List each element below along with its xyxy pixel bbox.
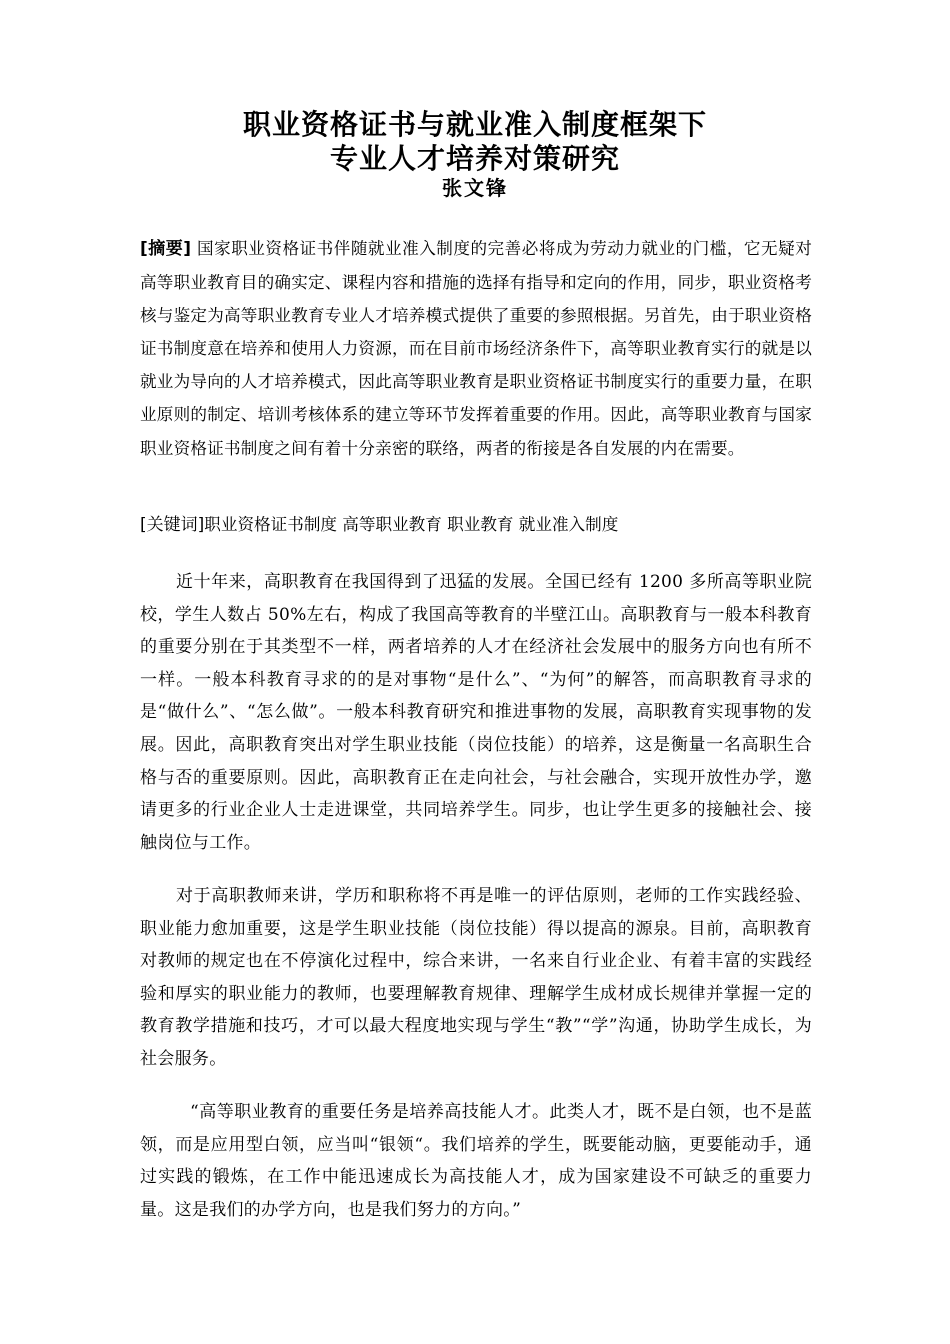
keywords-label: [关键词]: [140, 515, 205, 535]
keywords-line: [140, 509, 812, 541]
body-paragraph-1: 近十年来，高职教育在我国得到了迅猛的发展。全国已经有 1200 多所高等职业院校，学生人数占 50%左右，构成了我国高等教育的半壁江山。高职教育与一般本科教育的重要分别在于其类型不一样，两者培养的人才在经济社会发展中的服务方向也有所不一样。一般本科教育寻求的的是对事物“是什么”、“为何”的解答，而高职教育寻求的是“做什么”、“怎么做”。一般本科教育研究和推进事物的发展，高职教育实现事物的发展。因此，高职教育突出对学生职业技能（岗位技能）的培养，这是衡量一名高职生合格与否的重要原则。因此，高职教育正在走向社会，与社会融合，实现开放性办学，邀请更多的行业企业人士走进课堂，共同培养学生。同步，也让学生更多的接触社会、接触岗位与工作。: [140, 572, 812, 853]
title-block: [0, 108, 950, 200]
abstract-paragraph: [140, 232, 812, 465]
body-paragraph-3: “高等职业教育的重要任务是培养高技能人才。此类人才，既不是白领，也不是蓝领，而是应用型白领，应当叫“银领“。我们培养的学生，既要能动脑，更要能动手，通过实践的锻炼，在工作中能迅速成长为高技能人才，成为国家建设不可缺乏的重要力量。这是我们的办学方向，也是我们努力的方向。”: [140, 1102, 812, 1220]
abstract-text: 国家职业资格证书伴随就业准入制度的完善必将成为劳动力就业的门槛，它无疑对高等职业教育目的确实定、课程内容和措施的选择有指导和定向的作用，同步，职业资格考核与鉴定为高等职业教育专业人才培养模式提供了重要的参照根据。另首先，由于职业资格证书制度意在培养和使用人力资源，而在目前市场经济条件下，高等职业教育实行的就是以就业为导向的人才培养模式，因此高等职业教育是职业资格证书制度实行的重要力量，在职业原则的制定、培训考核体系的建立等环节发挥着重要的作用。因此，高等职业教育与国家职业资格证书制度之间有着十分亲密的联络，两者的衔接是各自发展的内在需要。: [140, 239, 812, 458]
title-line-2: 专业人才培养对策研究: [329, 142, 620, 175]
abstract-label: [摘要]: [140, 239, 192, 259]
author-name: 张文锋: [442, 176, 508, 200]
body-paragraph-2: 对于高职教师来讲，学历和职称将不再是唯一的评估原则，老师的工作实践经验、职业能力愈加重要，这是学生职业技能（岗位技能）得以提高的源泉。目前，高职教育对教师的规定也在不停演化过程中，综合来讲，一名来自行业企业、有着丰富的实践经验和厚实的职业能力的教师，也要理解教育规律、理解学生成材成长规律并掌握一定的教育教学措施和技巧，才可以最大程度地实现与学生“教”“学”沟通，协助学生成长，为社会服务。: [140, 886, 812, 1069]
title-line-1: 职业资格证书与就业准入制度框架下: [242, 108, 707, 141]
keywords-text: 职业资格证书制度 高等职业教育 职业教育 就业准入制度: [204, 515, 619, 534]
